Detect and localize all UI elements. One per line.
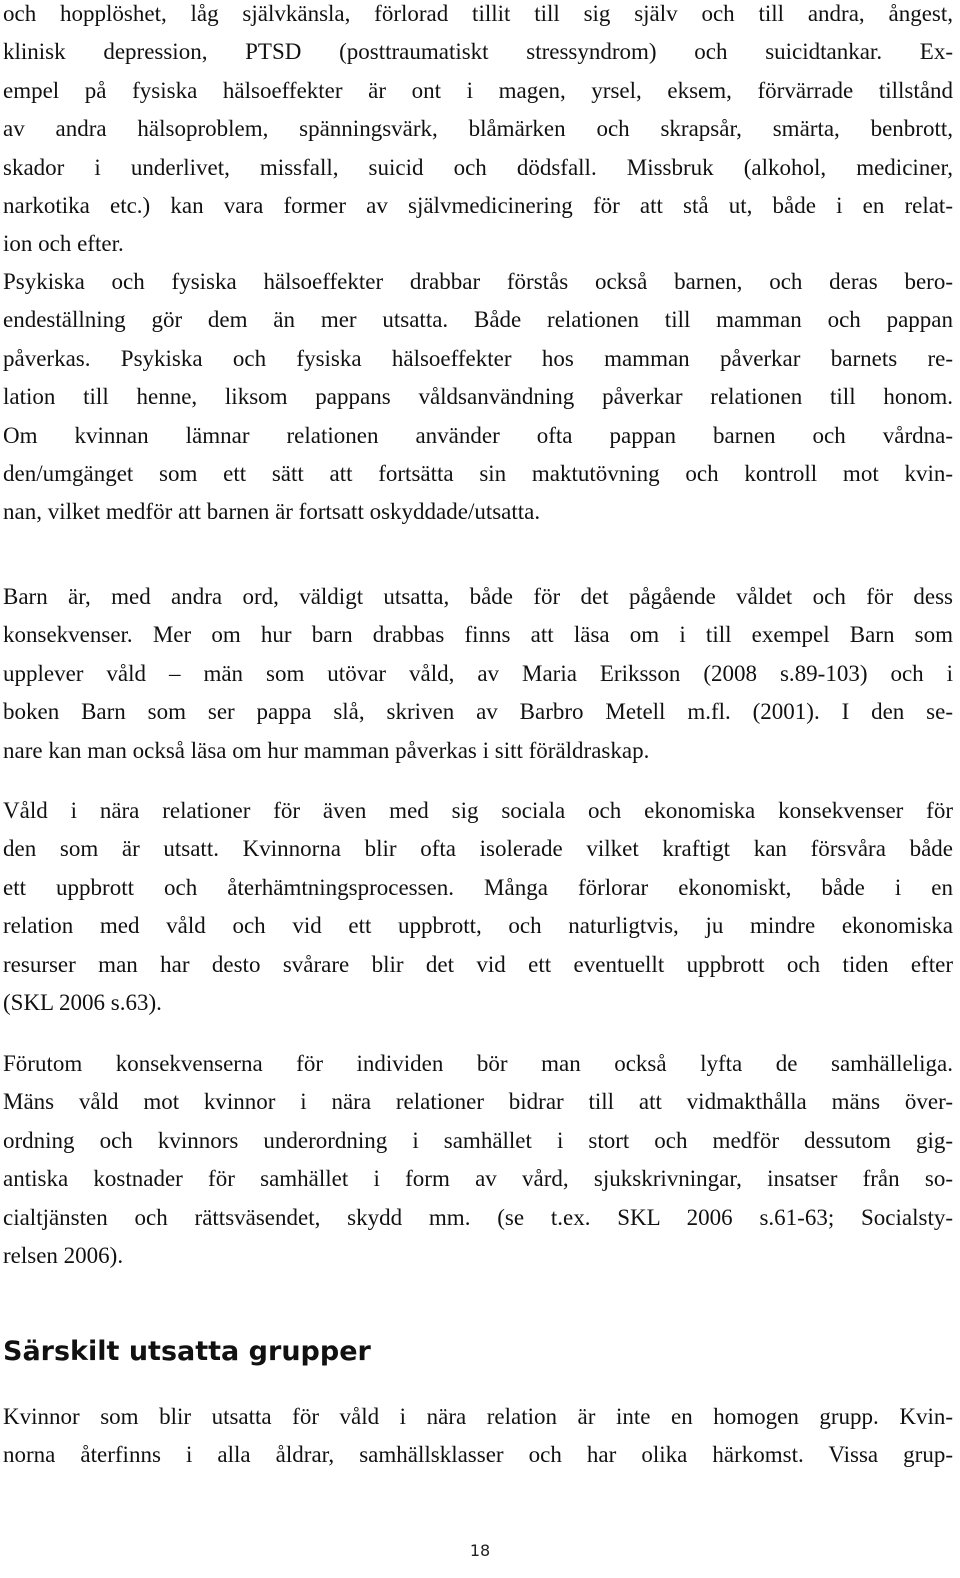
page-number: 18 bbox=[469, 1541, 491, 1560]
text-line: cialtjänsten och rättsväsendet, skydd mm. (se t.ex. SKL 2006 s.61-63; Socialsty- bbox=[3, 1204, 953, 1230]
text-line: den som är utsatt. Kvinnorna blir ofta isolerade vilket kraftigt kan försvåra både bbox=[3, 836, 953, 862]
paragraph-health-effects bbox=[3, 0, 953, 264]
text-line: Förutom konsekvenserna för individen bör man också lyfta de samhälleliga. bbox=[3, 1051, 953, 1076]
text-line: boken Barn som ser pappa slå, skriven av Barbro Metell m.fl. (2001). I den se- bbox=[3, 699, 953, 725]
text-line: skador i underlivet, missfall, suicid och dödsfall. Missbruk (alkohol, mediciner, bbox=[3, 154, 953, 180]
text-line: narkotika etc.) kan vara former av självmedicinering för att stå ut, både i en relat- bbox=[3, 192, 953, 218]
text-line: klinisk depression, PTSD (posttraumatiskt stressyndrom) och suicidtankar. Ex- bbox=[3, 39, 953, 65]
text-line: nan, vilket medför att barnen är fortsatt oskyddade/utsatta. bbox=[3, 499, 541, 525]
text-line: lation till henne, liksom pappans våldsanvändning påverkar relationen till honom. bbox=[3, 384, 953, 410]
paragraph-groups bbox=[3, 1398, 953, 1475]
text-line: antiska kostnader för samhället i form av vård, sjukskrivningar, insatser från so- bbox=[3, 1166, 953, 1192]
text-line: relsen 2006). bbox=[3, 1242, 124, 1268]
paragraph-societal bbox=[3, 1045, 953, 1275]
text-line: norna återfinns i alla åldrar, samhällsklasser och har olika härkomst. Vissa grup- bbox=[3, 1442, 953, 1468]
text-line: den/umgänget som ett sätt att fortsätta sin maktutövning och kontroll mot kvin- bbox=[3, 460, 953, 486]
text-line: Mäns våld mot kvinnor i nära relationer bidrar till att vidmakthålla mäns över- bbox=[3, 1089, 953, 1115]
text-line: Våld i nära relationer för även med sig sociala och ekonomiska konsekvenser för bbox=[3, 798, 953, 823]
text-line: Psykiska och fysiska hälsoeffekter drabbar förstås också barnen, och deras bero- bbox=[3, 269, 953, 294]
text-line: resurser man har desto svårare blir det vid ett eventuellt uppbrott och tiden efter bbox=[3, 951, 953, 977]
paragraph-social-economic bbox=[3, 792, 953, 1022]
text-line: nare kan man också läsa om hur mamman påverkas i sitt föräldraskap. bbox=[3, 737, 650, 763]
text-line: ordning och kvinnors underordning i samhället i stort och medför dessutom gig- bbox=[3, 1127, 953, 1153]
text-line: ett uppbrott och återhämtningsprocessen. Många förlorar ekonomiskt, både i en bbox=[3, 874, 953, 900]
text-line: Om kvinnan lämnar relationen använder ofta pappan barnen och vårdna- bbox=[3, 422, 953, 448]
section-heading: Särskilt utsatta grupper bbox=[3, 1336, 371, 1367]
paragraph-children bbox=[3, 263, 953, 532]
text-line: av andra hälsoproblem, spänningsvärk, blåmärken och skrapsår, smärta, benbrott, bbox=[3, 116, 953, 142]
text-line: upplever våld – män som utövar våld, av Maria Eriksson (2008 s.89-103) och i bbox=[3, 660, 953, 686]
text-line: ion och efter. bbox=[3, 231, 124, 257]
text-line: Barn är, med andra ord, väldigt utsatta, både för det pågående våldet och för dess bbox=[3, 584, 953, 609]
text-line: och hopplöshet, låg självkänsla, förlorad tillit till sig själv och till andra, ångest, bbox=[3, 1, 953, 26]
text-line: påverkas. Psykiska och fysiska hälsoeffekter hos mamman påverkar barnets re- bbox=[3, 345, 953, 371]
text-line: (SKL 2006 s.63). bbox=[3, 989, 162, 1015]
text-line: konsekvenser. Mer om hur barn drabbas finns att läsa om i till exempel Barn som bbox=[3, 622, 953, 648]
text-line: endeställning gör dem än mer utsatta. Både relationen till mamman och pappan bbox=[3, 307, 953, 333]
text-line: Kvinnor som blir utsatta för våld i nära relation är inte en homogen grupp. Kvin- bbox=[3, 1404, 953, 1429]
text-line: relation med våld och vid ett uppbrott, och naturligtvis, ju mindre ekonomiska bbox=[3, 913, 953, 939]
text-line: empel på fysiska hälsoeffekter är ont i magen, yrsel, eksem, förvärrade tillstånd bbox=[3, 77, 953, 103]
paragraph-children-exposed bbox=[3, 578, 953, 770]
